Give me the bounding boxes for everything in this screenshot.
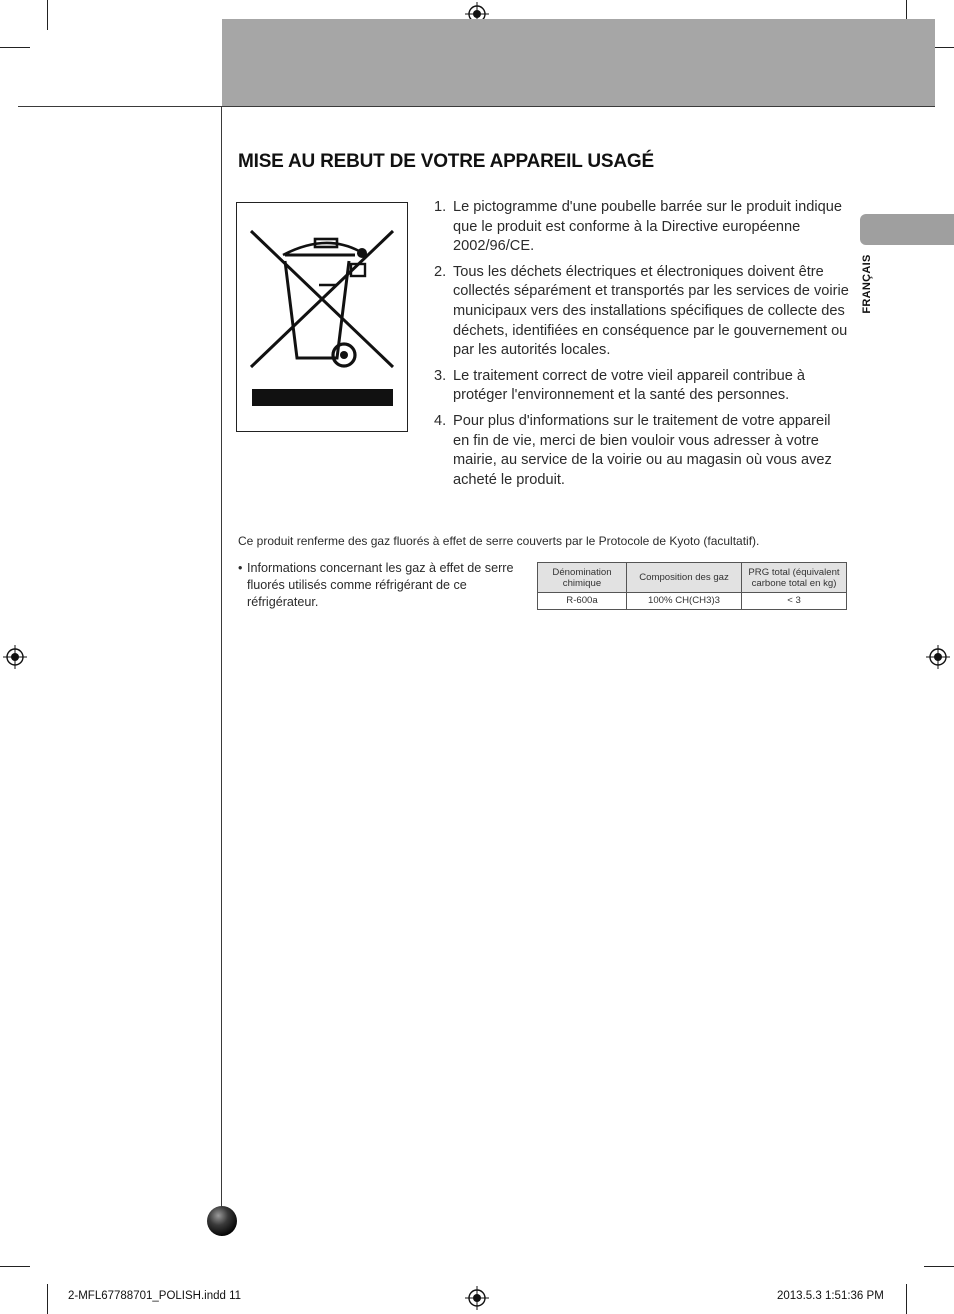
language-tab bbox=[860, 214, 954, 245]
list-item-number: 1. bbox=[434, 199, 447, 215]
gas-table bbox=[537, 562, 847, 610]
page-title: MISE AU REBUT DE VOTRE APPAREIL USAGÉ bbox=[238, 151, 654, 172]
list-item-number: 2. bbox=[434, 263, 447, 280]
footer-filename: 2-MFL67788701_POLISH.indd 11 bbox=[68, 1290, 242, 1302]
table-row bbox=[538, 593, 847, 610]
list-item bbox=[430, 263, 850, 361]
crop-mark bbox=[924, 1266, 954, 1267]
page-marker-ball bbox=[207, 1206, 237, 1236]
gas-note: Ce produit renferme des gaz fluorés à effet de serre couverts par le Protocole de Kyoto (facultatif). bbox=[238, 534, 760, 548]
list-item bbox=[430, 412, 850, 490]
margin-rule bbox=[221, 106, 222, 1236]
registration-mark-icon bbox=[465, 1286, 489, 1310]
table-header-cell: PRG total (équivalent carbone total en kg) bbox=[742, 563, 847, 593]
crop-mark bbox=[0, 1266, 30, 1267]
crossed-out-wheelie-bin-icon bbox=[237, 203, 407, 431]
crop-mark bbox=[906, 1284, 907, 1314]
bullet-marker: • bbox=[238, 561, 243, 575]
table-cell: < 3 bbox=[742, 593, 847, 610]
crop-mark bbox=[47, 0, 48, 30]
list-item-text: Le traitement correct de votre vieil appareil contribue à protéger l'environnement et la santé des personnes. bbox=[453, 367, 806, 404]
table-cell: R-600a bbox=[538, 593, 627, 610]
list-item-text: Tous les déchets électriques et électroniques doivent être collectés séparément et transportés par les services de voirie municipaux vers des installations spécifiques de collecte des déchets, identifiées en conséquence par le gouvernement ou par les autorités locales. bbox=[453, 263, 849, 359]
registration-mark-icon bbox=[3, 645, 27, 669]
list-item bbox=[430, 367, 850, 406]
registration-mark-icon bbox=[926, 645, 950, 669]
list-item-number: 4. bbox=[434, 412, 447, 429]
table-header-cell: Composition des gaz bbox=[627, 563, 742, 593]
table-header-row bbox=[538, 563, 847, 593]
table-cell: 100% CH(CH3)3 bbox=[627, 593, 742, 610]
header-rule bbox=[18, 106, 935, 107]
list-item-text: Pour plus d'informations sur le traitement de votre appareil en fin de vie, merci de bien vouloir vous adresser à votre mairie, au service de la voirie ou au magasin où vous avez acheté le produit. bbox=[453, 412, 832, 488]
list-item-number: 3. bbox=[434, 367, 447, 384]
list-item bbox=[430, 198, 850, 257]
header-bar bbox=[222, 19, 935, 106]
table-header-cell: Dénomination chimique bbox=[538, 563, 627, 593]
crop-mark bbox=[47, 1284, 48, 1314]
footer-timestamp: 2013.5.3 1:51:36 PM bbox=[777, 1290, 884, 1302]
gas-bullet bbox=[238, 560, 518, 611]
crop-mark bbox=[0, 47, 30, 48]
gas-bullet-text: Informations concernant les gaz à effet de serre fluorés utilisés comme réfrigérant de ce réfrigérateur. bbox=[247, 561, 514, 609]
language-label: FRANÇAIS bbox=[861, 254, 873, 314]
list-item-text: Le pictogramme d'une poubelle barrée sur le produit indique que le produit est conforme à la Directive européenne 2002/96/CE. bbox=[453, 199, 842, 255]
weee-symbol-box bbox=[236, 202, 408, 432]
disposal-list bbox=[430, 198, 850, 496]
